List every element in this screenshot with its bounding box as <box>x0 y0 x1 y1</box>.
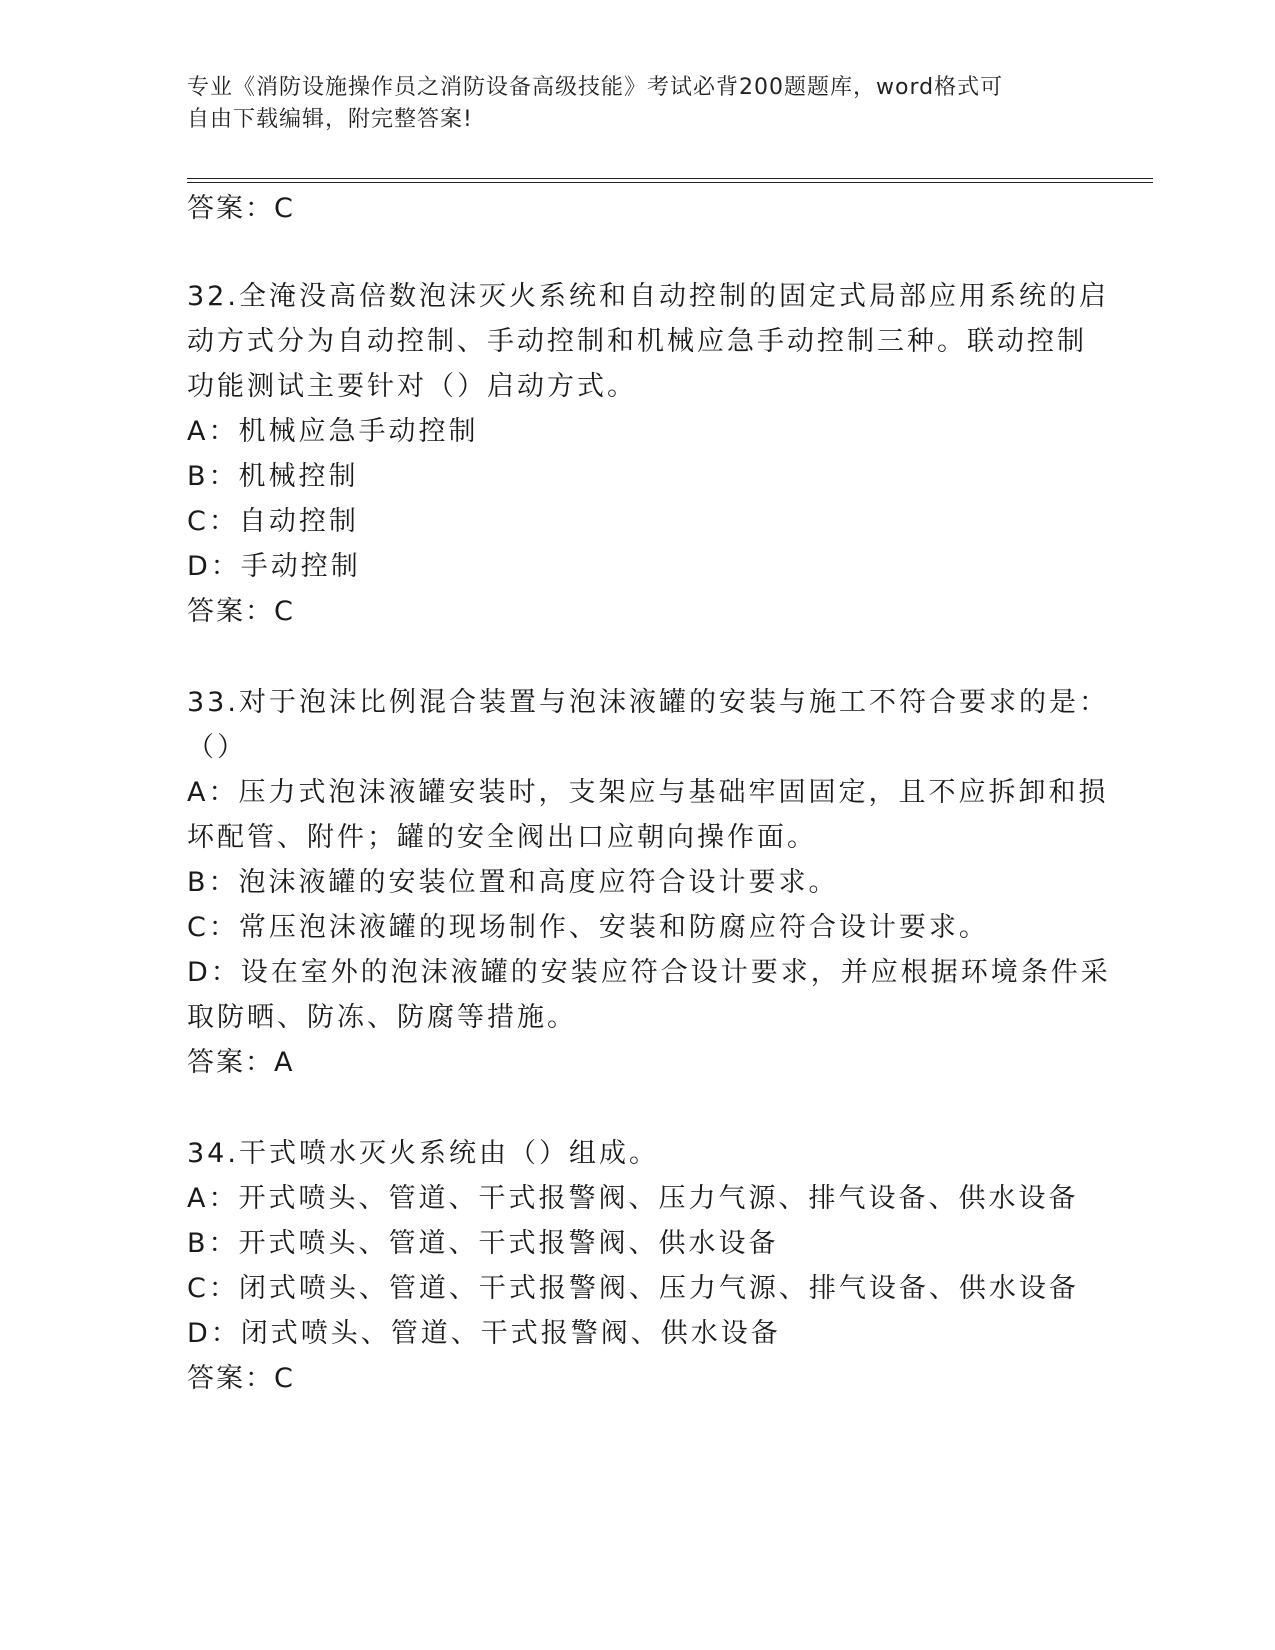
question-answer: 答案：A <box>187 1047 295 1078</box>
option-d: D：设在室外的泡沫液罐的安装应符合设计要求，并应根据环境条件采 <box>187 957 1111 988</box>
option-b: B：机械控制 <box>187 461 359 492</box>
option-c: C：常压泡沫液罐的现场制作、安装和防腐应符合设计要求。 <box>187 912 989 943</box>
previous-answer: 答案：C <box>187 193 295 224</box>
header-line-1: 专业《消防设施操作员之消防设备高级技能》考试必背200题题库，word格式可 <box>187 75 1004 100</box>
document-header <box>187 72 1067 136</box>
option-c: C：自动控制 <box>187 506 359 537</box>
question-list <box>187 186 1111 1401</box>
spacer <box>187 1085 1087 1131</box>
question-block <box>187 1131 1087 1401</box>
option-a-continued: 坏配管、附件；罐的安全阀出口应朝向操作面。 <box>187 822 817 853</box>
header-divider-top <box>187 178 1153 179</box>
question-stem-line: 动方式分为自动控制、手动控制和机械应急手动控制三种。联动控制 <box>187 326 1087 357</box>
option-b: B：开式喷头、管道、干式报警阀、供水设备 <box>187 1228 779 1259</box>
question-stem-line: 34.干式喷水灭火系统由（）组成。 <box>187 1138 659 1169</box>
question-answer: 答案：C <box>187 1363 295 1394</box>
question-answer: 答案：C <box>187 596 295 627</box>
question-stem-line: 功能测试主要针对（）启动方式。 <box>187 371 637 402</box>
option-d: D：闭式喷头、管道、干式报警阀、供水设备 <box>187 1318 781 1349</box>
header-divider-bottom <box>187 182 1153 183</box>
option-b: B：泡沫液罐的安装位置和高度应符合设计要求。 <box>187 867 839 898</box>
option-a: A：机械应急手动控制 <box>187 416 479 447</box>
option-a: A：开式喷头、管道、干式报警阀、压力气源、排气设备、供水设备 <box>187 1183 1079 1214</box>
question-block <box>187 680 1111 1085</box>
option-d: D：手动控制 <box>187 551 361 582</box>
question-block <box>187 274 1109 634</box>
question-stem-line: （） <box>187 732 247 763</box>
question-stem-line: 32.全淹没高倍数泡沫灭火系统和自动控制的固定式局部应用系统的启 <box>187 281 1109 312</box>
option-a: A：压力式泡沫液罐安装时，支架应与基础牢固固定，且不应拆卸和损 <box>187 777 1109 808</box>
option-c: C：闭式喷头、管道、干式报警阀、压力气源、排气设备、供水设备 <box>187 1273 1079 1304</box>
spacer <box>187 634 1087 680</box>
option-d-continued: 取防晒、防冻、防腐等措施。 <box>187 1002 577 1033</box>
header-line-2: 自由下载编辑，附完整答案! <box>187 107 473 132</box>
question-stem-line: 33.对于泡沫比例混合装置与泡沫液罐的安装与施工不符合要求的是： <box>187 687 1109 718</box>
spacer <box>187 231 1087 274</box>
